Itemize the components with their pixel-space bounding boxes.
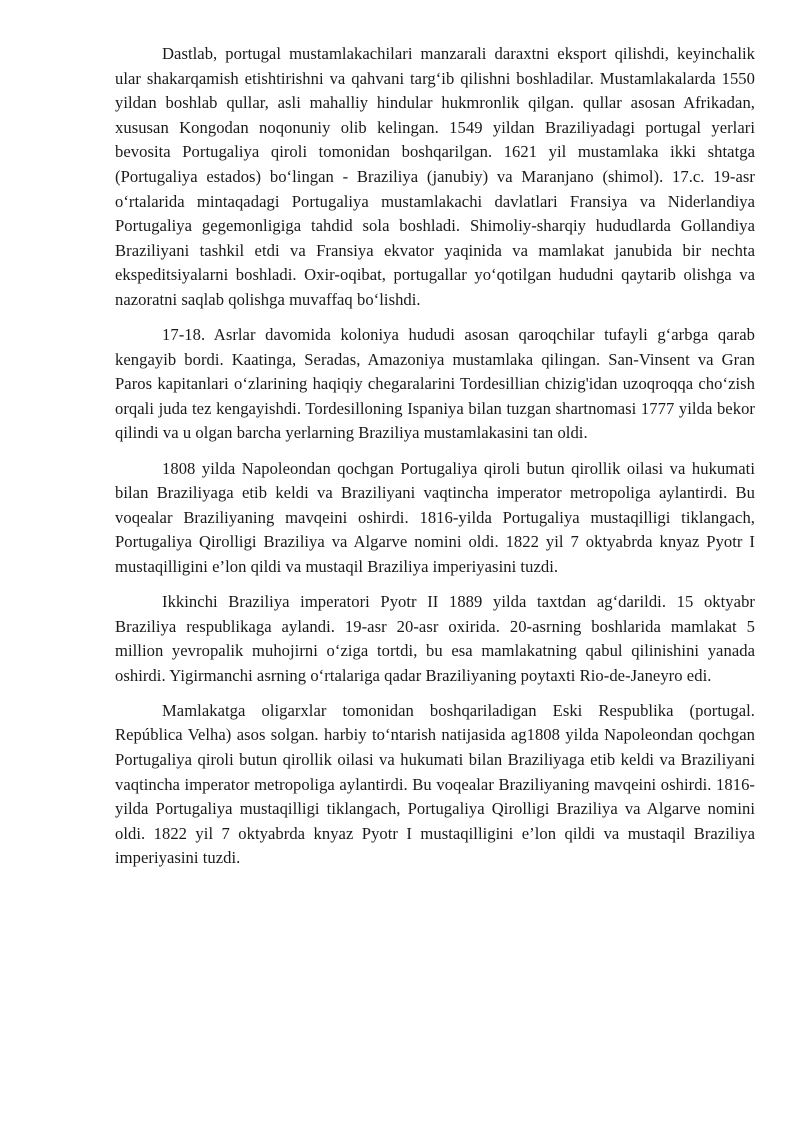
document-page	[115, 42, 755, 882]
paragraph-royal-court-arrival: 1808 yilda Napoleondan qochgan Portugaliya qiroli butun qirollik oilasi va hukumati bilan Braziliyaga etib keldi va Braziliyani vaqtincha imperator metropoliga aylantirdi. Bu voqealar Braziliyaning mavqeini oshirdi. 1816-yilda Portugaliya mustaqilligi tiklangach, Portugaliya Qirolligi Braziliya va Algarve nomini oldi. 1822 yil 7 oktyabrda knyaz Pyotr I mustaqilligini e’lon qildi va mustaqil Braziliya imperiyasini tuzdi.	[115, 458, 755, 576]
paragraph-colonial-economy: Dastlab, portugal mustamlakachilari manzarali daraxtni eksport qilishdi, keyinchalik ular shakarqamish etishtirishni va qahvani targ‘ib qilishni boshladilar. Mustamlakalarda 1550 yildan boshlab qullar, asli mahalliy hindular hukmronlik qilgan. qullar asosan Afrikadan, xususan Kongodan noqonuniy olib kelingan. 1549 yildan Braziliyadagi portugal yerlari bevosita Portugaliya qiroli tomonidan boshqarilgan. 1621 yil mustamlaka ikki shtatga (Portugaliya estados) bo‘lingan - Braziliya (janubiy) va Maranjano (shimol). 17.c. 19-asr o‘rtalarida mintaqadagi Portugaliya mustamlakachi davlatlari Fransiya va Niderlandiya Portugaliya gegemonligiga tahdid sola boshladi. Shimoliy-sharqiy hududlarda Gollandiya Braziliyani tashkil etdi va Fransiya ekvator yaqinida va mamlakat janubida bir nechta ekspeditsiyalarni boshladi. Oxir-oqibat, portugallar yo‘qotilgan hududni qaytarib olishga va nazoratni saqlab qolishga muvaffaq bo‘lishdi.	[115, 44, 755, 309]
paragraph-territorial-expansion: 17-18. Asrlar davomida koloniya hududi asosan qaroqchilar tufayli g‘arbga qarab kengayib bordi. Kaatinga, Seradas, Amazoniya mustamlaka qilingan. San-Vinsent va Gran Paros kapitanlari o‘zlarining haqiqiy chegaralarini Tordesillian chizig'idan uzoqroqqa cho‘zish orqali juda tez kengayishdi. Tordesilloning Ispaniya bilan tuzgan shartnomasi 1777 yilda bekor qilindi va u olgan barcha yerlarning Braziliya mustamlakasini tan oldi.	[115, 325, 755, 443]
paragraph-republic-founding: Ikkinchi Braziliya imperatori Pyotr II 1889 yilda taxtdan ag‘darildi. 15 oktyabr Braziliya respublikaga aylandi. 19-asr 20-asr oxirida. 20-asrning boshlarida mamlakat 5 million yevropalik muhojirni o‘ziga tortdi, bu esa mamlakatning qabul qilinishini yanada oshirdi. Yigirmanchi asrning o‘rtalariga qadar Braziliyaning poytaxti Rio-de-Janeyro edi.	[115, 591, 755, 685]
paragraph-old-republic: Mamlakatga oligarxlar tomonidan boshqariladigan Eski Respublika (portugal. República Velha) asos solgan. harbiy to‘ntarish natijasida ag1808 yilda Napoleondan qochgan Portugaliya qiroli butun qirollik oilasi va hukumati bilan Braziliyaga etib keldi va Braziliyani vaqtincha imperator metropoliga aylantirdi. Bu voqealar Braziliyaning mavqeini oshirdi. 1816-yilda Portugaliya mustaqilligi tiklangach, Portugaliya Qirolligi Braziliya va Algarve nomini oldi. 1822 yil 7 oktyabrda knyaz Pyotr I mustaqilligini e’lon qildi va mustaqil Braziliya imperiyasini tuzdi.	[115, 700, 755, 868]
